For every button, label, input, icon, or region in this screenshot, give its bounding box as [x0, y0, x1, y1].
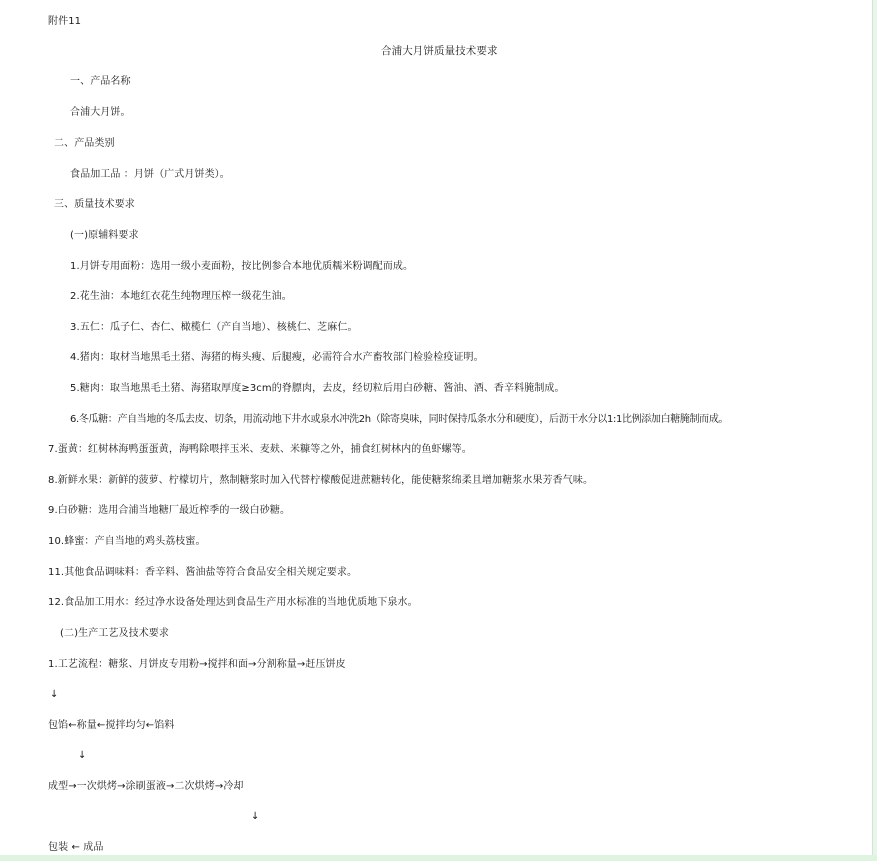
flow-step-4: 包装 ← 成品	[48, 842, 104, 853]
subsection-1-heading: (一)原辅料要求	[70, 230, 139, 241]
section-1-heading: 一、产品名称	[70, 76, 131, 87]
list-item: 8.新鲜水果：新鲜的菠萝、柠檬切片，熬制糖浆时加入代替柠檬酸促进蔗糖转化，能使糖浆绵柔且增加糖浆水果芳香气味。	[48, 475, 594, 486]
list-item: 4.猪肉：取材当地黑毛土猪、海猪的梅头瘦、后腿瘦，必需符合水产畜牧部门检验检疫证明。	[70, 352, 484, 363]
page-bottom-edge	[0, 855, 877, 861]
attachment-label: 附件11	[48, 16, 82, 27]
section-2-body: 食品加工品 ：月饼（广式月饼类）。	[70, 169, 230, 180]
document-title: 合浦大月饼质量技术要求	[381, 45, 498, 57]
section-2-heading: 二、产品类别	[54, 138, 115, 149]
list-item: 1.月饼专用面粉：选用一级小麦面粉，按比例参合本地优质糯米粉调配而成。	[70, 261, 414, 272]
flow-step-3: 成型→一次烘烤→涂刷蛋液→二次烘烤→冷却	[48, 781, 244, 792]
flow-step-2: 包馅←称量←搅拌均匀←馅料	[48, 720, 175, 731]
list-item: 11.其他食品调味料：香辛料、酱油盐等符合食品安全相关规定要求。	[48, 567, 358, 578]
section-1-body: 合浦大月饼。	[70, 107, 131, 118]
list-item: 6.冬瓜糖：产自当地的冬瓜去皮、切条，用流动地下井水或泉水冲洗2h（除寄臭味，同时保持瓜条水分和硬度），后沥干水分以1:1比例添加白糖腌制而成。	[70, 414, 729, 425]
list-item: 3.五仁：瓜子仁、杏仁、橄榄仁（产自当地）、核桃仁、芝麻仁。	[70, 322, 358, 333]
section-3-heading: 三、质量技术要求	[54, 199, 135, 210]
subsection-2-heading: (二)生产工艺及技术要求	[60, 628, 170, 639]
flow-arrow-down-icon: ↓	[251, 811, 260, 822]
list-item: 7.蛋黄：红树林海鸭蛋蛋黄，海鸭除喂拌玉米、麦麸、米糠等之外，捕食红树林内的鱼虾螺等。	[48, 444, 472, 455]
list-item: 12.食品加工用水：经过净水设备处理达到食品生产用水标准的当地优质地下泉水。	[48, 597, 418, 608]
flow-step-1: 1.工艺流程：糖浆、月饼皮专用粉→搅拌和面→分割称量→赶压饼皮	[48, 659, 346, 670]
page-edge	[872, 0, 877, 861]
list-item: 10.蜂蜜：产自当地的鸡头荔枝蜜。	[48, 536, 206, 547]
flow-arrow-down-icon: ↓	[78, 750, 87, 761]
list-item: 5.糖肉：取当地黑毛土猪、海猪取厚度≥3cm的脊膘肉，去皮，经切粒后用白砂糖、酱油、酒、香辛料腌制成。	[70, 383, 565, 394]
list-item: 2.花生油：本地红衣花生纯物理压榨一级花生油。	[70, 291, 292, 302]
list-item: 9.白砂糖：选用合浦当地糖厂最近榨季的一级白砂糖。	[48, 505, 291, 516]
flow-arrow-down-icon: ↓	[50, 689, 59, 700]
